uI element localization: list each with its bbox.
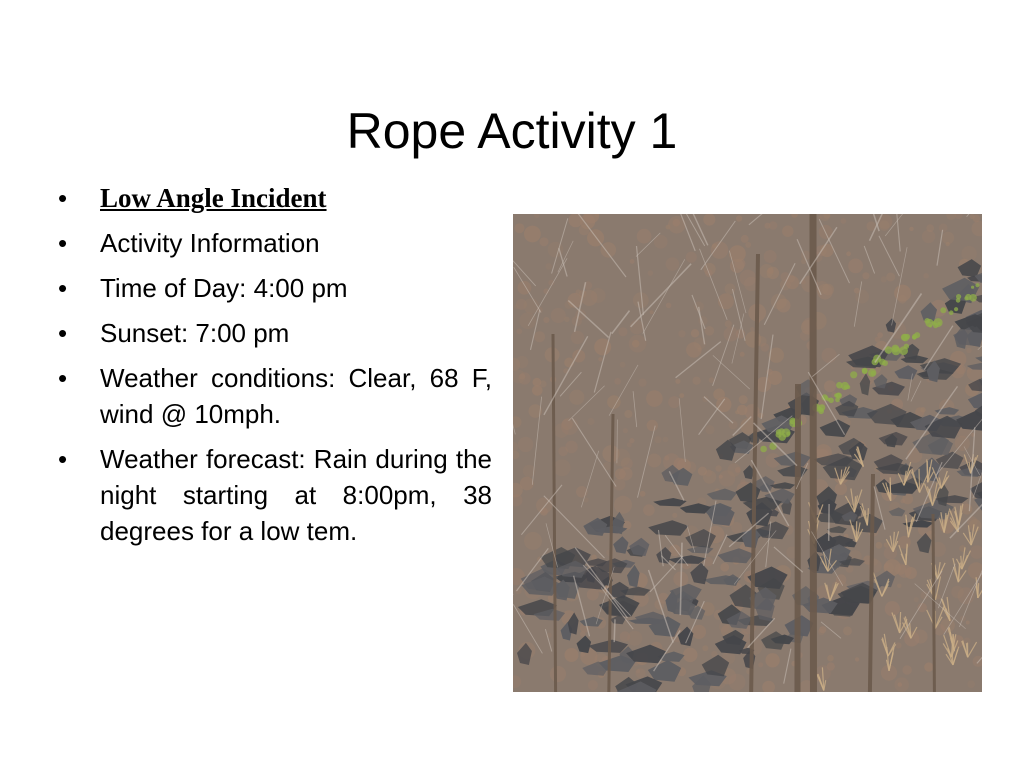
bullet-item-sunset <box>58 315 492 351</box>
bullet-text: Weather forecast: Rain during the night starting at 8:00pm, 38 degrees for a low tem. <box>100 444 492 546</box>
hillside-photo <box>513 214 982 692</box>
bullet-icon: • <box>58 363 68 393</box>
bullet-item-time-of-day <box>58 270 492 306</box>
bullet-icon: • <box>58 228 68 258</box>
bullet-text: Sunset: 7:00 pm <box>100 318 290 348</box>
bullet-heading-text: Low Angle Incident <box>100 183 327 213</box>
bullet-icon: • <box>58 183 68 213</box>
bullet-icon: • <box>58 318 68 348</box>
slide-title: Rope Activity 1 <box>346 103 678 159</box>
bullet-item-low-angle-incident <box>58 180 492 216</box>
bullet-icon: • <box>58 273 68 303</box>
bullet-item-weather-forecast <box>58 441 492 549</box>
bullet-icon: • <box>58 444 68 474</box>
bullet-item-weather-conditions <box>58 360 492 432</box>
bullet-text: Weather conditions: Clear, 68 F, wind @ 10mph. <box>100 363 492 429</box>
hillside-photo-image <box>513 214 982 692</box>
bullet-text: Time of Day: 4:00 pm <box>100 273 348 303</box>
bullet-item-activity-information <box>58 225 492 261</box>
bullet-list <box>58 180 492 558</box>
bullet-text: Activity Information <box>100 228 320 258</box>
